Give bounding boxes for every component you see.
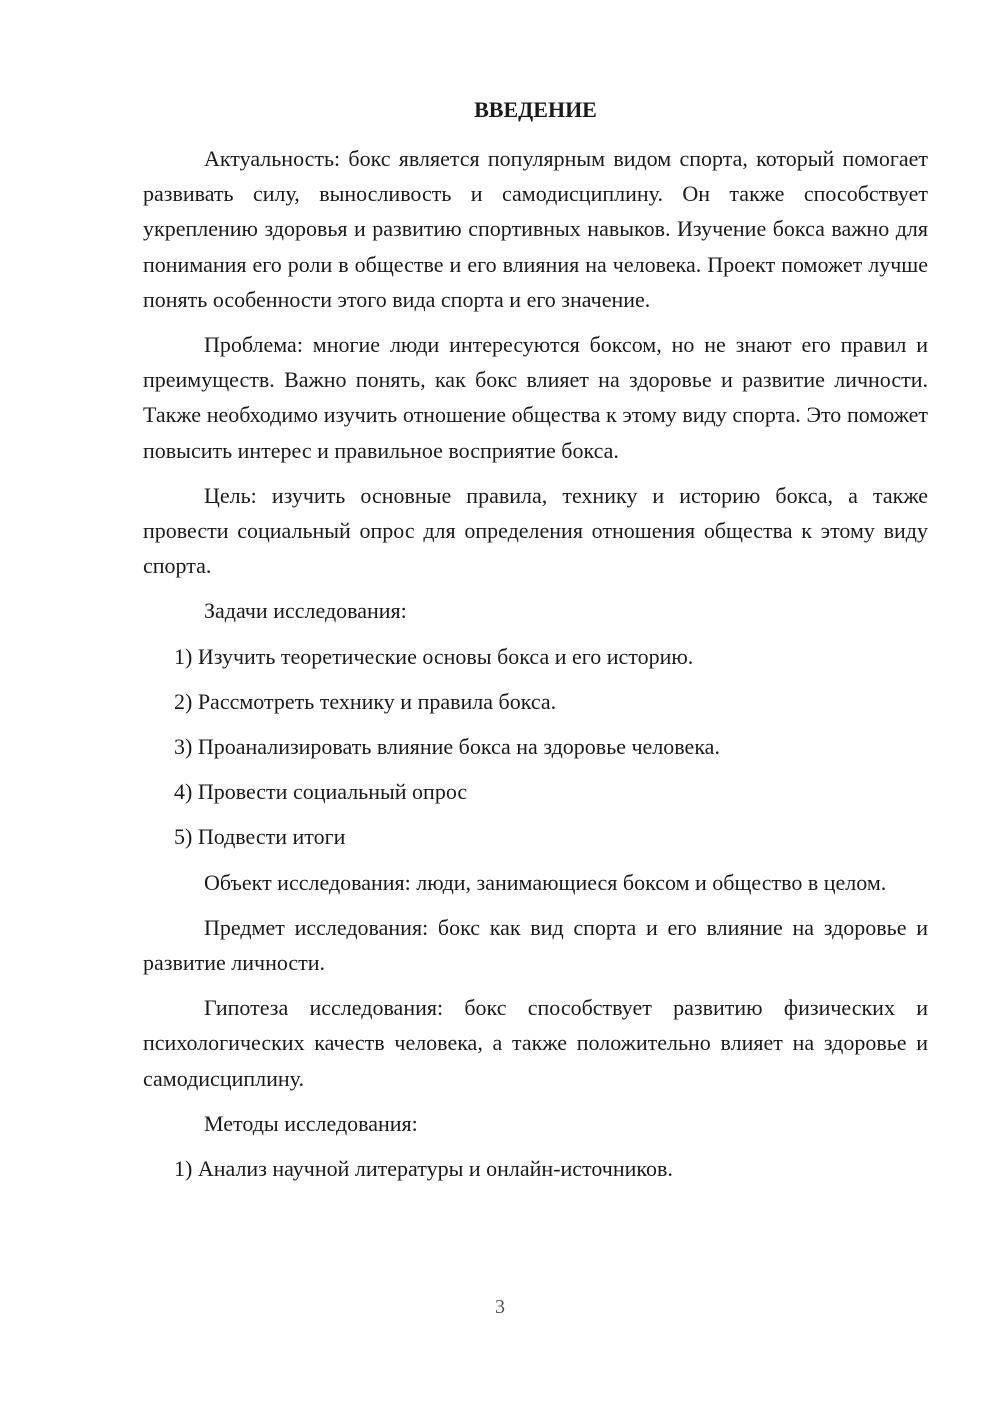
list-item: 2) Рассмотреть технику и правила бокса. xyxy=(174,688,557,714)
paragraph-problem: Проблема: многие люди интересуются боксом, но не знают его правил и преимуществ. Важно понять, как бокс влияет на здоровье и развитие личности. Также необходимо изучить отношение общества к этому виду спорта. Это поможет повысить интерес и правильное восприятие бокса. xyxy=(143,332,928,463)
paragraph-subject: Предмет исследования: бокс как вид спорта и его влияние на здоровье и развитие личности. xyxy=(143,914,928,976)
page-number: 3 xyxy=(495,1296,505,1318)
methods-list xyxy=(143,1151,928,1186)
tasks-title: Задачи исследования: xyxy=(204,598,407,624)
section-heading: ВВЕДЕНИЕ xyxy=(474,97,597,122)
paragraph-object: Объект исследования: люди, занимающиеся боксом и общество в целом. xyxy=(204,869,887,895)
paragraph-relevance: Актуальность: бокс является популярным видом спорта, который помогает развивать силу, выносливость и самодисциплину. Он также способствует укреплению здоровья и развитию спортивных навыков. Изучение бокса важно для понимания его роли в обществе и его влияния на человека. Проект поможет лучше понять особенности этого вида спорта и его значение. xyxy=(143,146,928,312)
list-item: 4) Провести социальный опрос xyxy=(174,779,468,805)
list-item: 1) Анализ научной литературы и онлайн-источников. xyxy=(174,1156,673,1182)
document-page xyxy=(143,92,928,1196)
paragraph-hypothesis: Гипотеза исследования: бокс способствует развитию физических и психологических качеств человека, а также положительно влияет на здоровье и самодисциплину. xyxy=(143,995,928,1091)
paragraph-goal: Цель: изучить основные правила, технику и историю бокса, а также провести социальный опрос для определения отношения общества к этому виду спорта. xyxy=(143,482,928,579)
tasks-list xyxy=(143,639,928,855)
list-item: 1) Изучить теоретические основы бокса и его историю. xyxy=(174,643,694,669)
methods-title: Методы исследования: xyxy=(204,1110,418,1136)
list-item: 3) Проанализировать влияние бокса на здоровье человека. xyxy=(174,734,720,760)
list-item: 5) Подвести итоги xyxy=(174,824,346,850)
